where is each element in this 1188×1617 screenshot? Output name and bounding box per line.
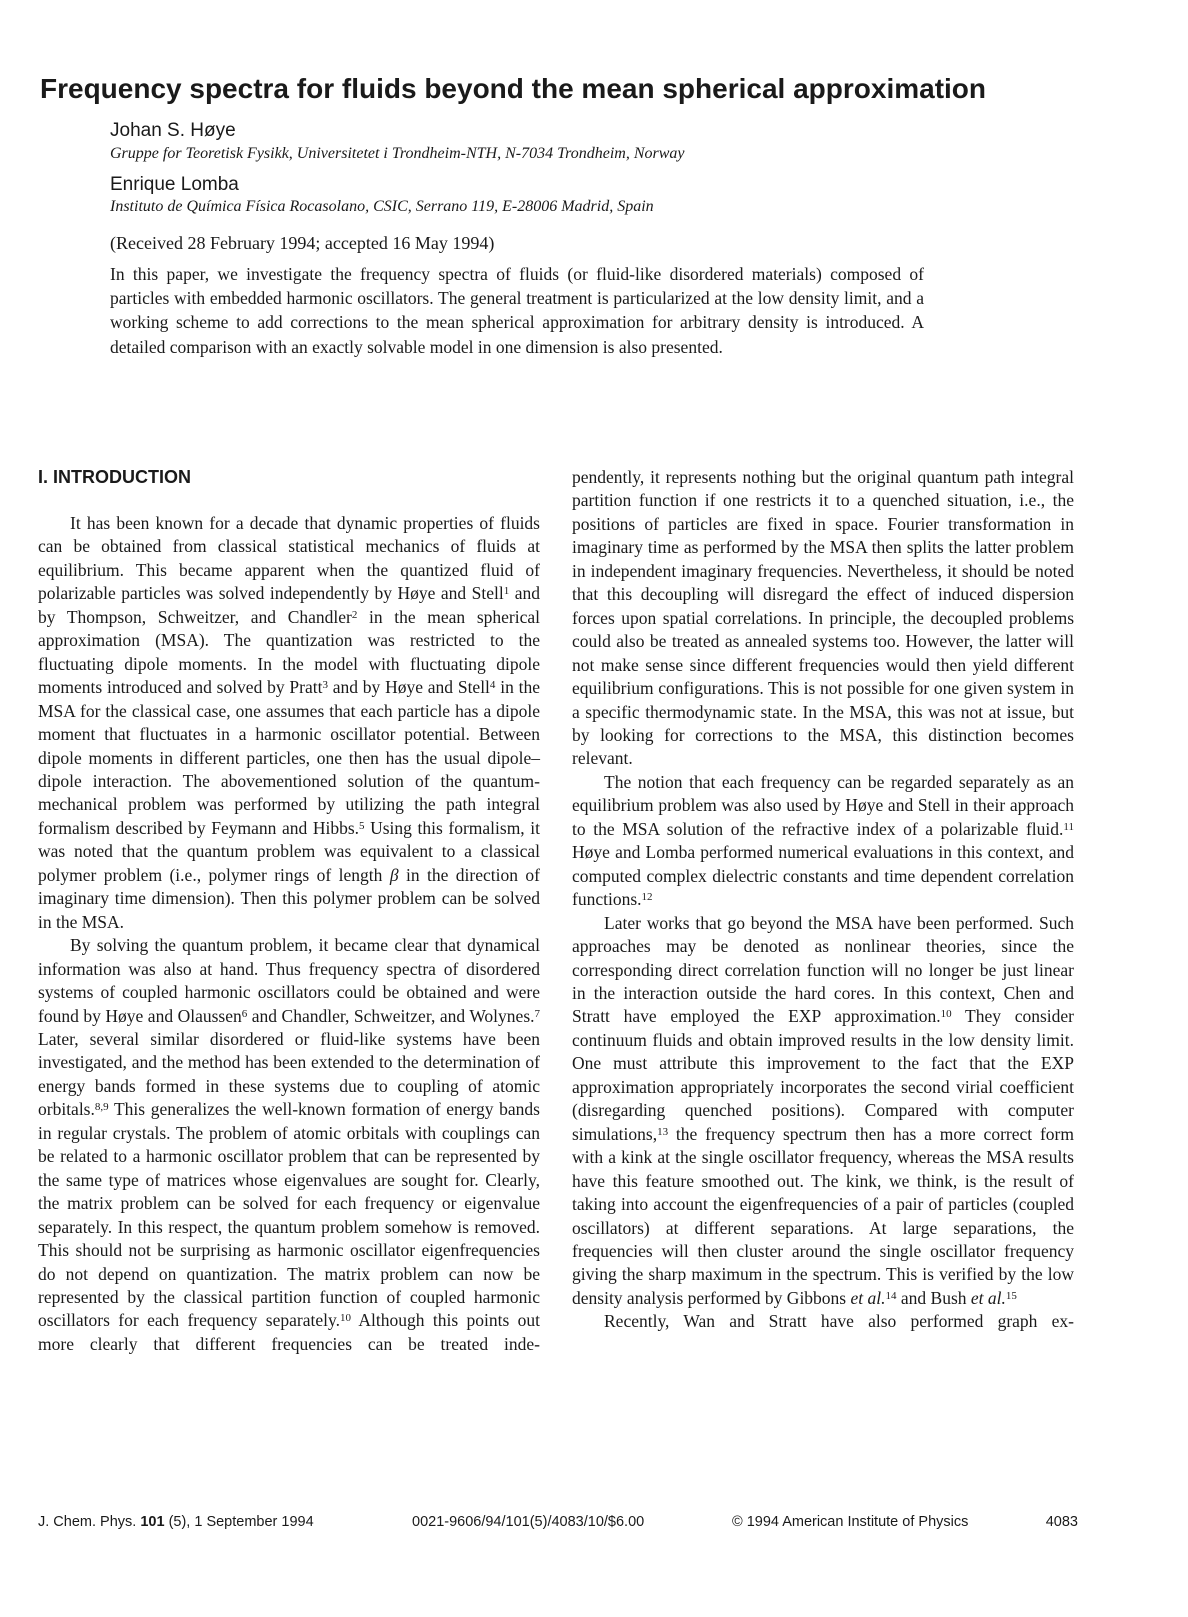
author-name: Johan S. Høye (110, 120, 236, 141)
journal-name: J. Chem. Phys. (38, 1514, 137, 1530)
page-footer (38, 1512, 1078, 1534)
body-paragraph: The notion that each frequency can be regarded separately as an equilibrium problem was also used by Høye and Stell in their approach to the MSA solution of the refractive index of a polarizable fluid.$^{11}$ Høye and Lomba performed numerical evaluations in this context, and computed complex dielectric constants and time dependent correlation functions.$^{12}$ (572, 771, 1074, 910)
paper-title: Frequency spectra for fluids beyond the mean spherical approximation (40, 73, 986, 104)
received-dates: (Received 28 February 1994; accepted 16 May 1994) (110, 233, 495, 253)
body-paragraph: It has been known for a decade that dynamic properties of fluids can be obtained from classical statistical mechanics of fluids at equilibrium. This became apparent when the quantized fluid of polarizable particles was solved independently by Høye and Stell$^1$ and by Thompson, Schweitzer, and Chandler$^2$ in the mean spherical approximation (MSA). The quantization was restricted to the fluctuating dipole moments. In the model with fluctuating dipole moments introduced and solved by Pratt$^3$ and by Høye and Stell$^4$ in the MSA for the classical case, one assumes that each particle has a dipole moment that fluctuates in a harmonic oscillator potential. Between dipole moments in different particles, one then has the usual dipole–dipole interaction. The abovementioned solution of the quantum-mechanical problem was performed by utilizing the path integral formalism described by Feymann and Hibbs.$^5$ Using this formalism, it was noted that the quantum problem was equivalent to a classical polymer problem (i.e., polymer rings of length β in the direction of imaginary time dimension). Then this polymer problem can be solved in the MSA. (38, 513, 540, 932)
footer-citation (38, 1512, 314, 1532)
right-column (572, 466, 1074, 1334)
copyright: © 1994 American Institute of Physics (732, 1514, 969, 1530)
section-heading: I. INTRODUCTION (38, 467, 191, 487)
body-paragraph: Later works that go beyond the MSA have been performed. Such approaches may be denoted as nonlinear theories, since the corresponding direct correlation function will no longer be just linear in the interaction outside the hard cores. In this context, Chen and Stratt have employed the EXP approximation.$^{10}$ They consider continuum fluids and obtain improved results in the low density limit. One must attribute this improvement to the fact that the EXP approximation appropriately incorporates the second virial coefficient (disregarding quenched positions). Compared with computer simulations,$^{13}$ the frequency spectrum then has a more correct form with a kink at the single oscillator frequency, whereas the MSA results have this feature smoothed out. The kink, we think, is the result of taking into account the eigenfrequencies of a pair of particles (coupled oscillators) at different separations. At large separations, the frequencies will then cluster around the single oscillator frequency giving the sharp maximum in the spectrum. This is verified by the low density analysis performed by Gibbons et al.$^{14}$ and Bush et al.$^{15}$ (572, 912, 1074, 1308)
abstract: In this paper, we investigate the frequency spectra of fluids (or fluid-like disordered materials) composed of particles with embedded harmonic oscillators. The general treatment is particularized at the low density limit, and a working scheme to add corrections to the mean spherical approximation for arbitrary density is introduced. A detailed comparison with an exactly solvable model in one dimension is also presented. (110, 264, 924, 357)
page-number: 4083 (1045, 1514, 1078, 1530)
author-affiliation: Instituto de Química Física Rocasolano, CSIC, Serrano 119, E-28006 Madrid, Spain (110, 198, 654, 215)
left-column (38, 466, 540, 1356)
author-name: Enrique Lomba (110, 174, 239, 195)
body-paragraph: pendently, it represents nothing but the original quantum path integral partition function if one restricts it to a quenched situation, i.e., the positions of particles are fixed in space. Fourier transformation in imaginary time as performed by the MSA then splits the latter problem in independent imaginary frequencies. Nevertheless, it should be noted that this decoupling will disregard the effect of induced dispersion forces upon spatial correlations. In principle, the decoupled problems could also be treated as annealed systems too. However, the latter will not make sense since different frequencies would then yield different equilibrium configurations. This is not possible for one given system in a specific thermodynamic state. In the MSA, this was not at issue, but by looking for corrections to the MSA, this distinction becomes relevant. (572, 467, 1074, 769)
issue-date: (5), 1 September 1994 (168, 1514, 314, 1530)
journal-volume: 101 (140, 1514, 165, 1530)
article-code: 0021-9606/94/101(5)/4083/10/$6.00 (412, 1514, 645, 1530)
author-affiliation: Gruppe for Teoretisk Fysikk, Universitetet i Trondheim-NTH, N-7034 Trondheim, Norway (110, 145, 685, 162)
body-paragraph: Recently, Wan and Stratt have also performed graph ex- (604, 1311, 1074, 1332)
body-paragraph: By solving the quantum problem, it became clear that dynamical information was also at hand. Thus frequency spectra of disordered systems of coupled harmonic oscillators could be obtained and were found by Høye and Olaussen$^6$ and Chandler, Schweitzer, and Wolynes.$^7$ Later, several similar disordered or fluid-like systems have been investigated, and the method has been extended to the determination of energy bands formed in these systems due to coupling of atomic orbitals.$^{8,9}$ This generalizes the well-known formation of energy bands in regular crystals. The problem of atomic orbitals with couplings can be related to a harmonic oscillator problem that can be represented by the same type of matrices whose eigenvalues are sought for. Clearly, the matrix problem can be solved for each frequency or eigenvalue separately. In this respect, the quantum problem somehow is removed. This should not be surprising as harmonic oscillator eigenfrequencies do not depend on quantization. The matrix problem can now be represented by the classical partition function of coupled harmonic oscillators for each frequency separately.$^{10}$ Although this points out more clearly that different frequencies can be treated inde- (38, 935, 540, 1354)
